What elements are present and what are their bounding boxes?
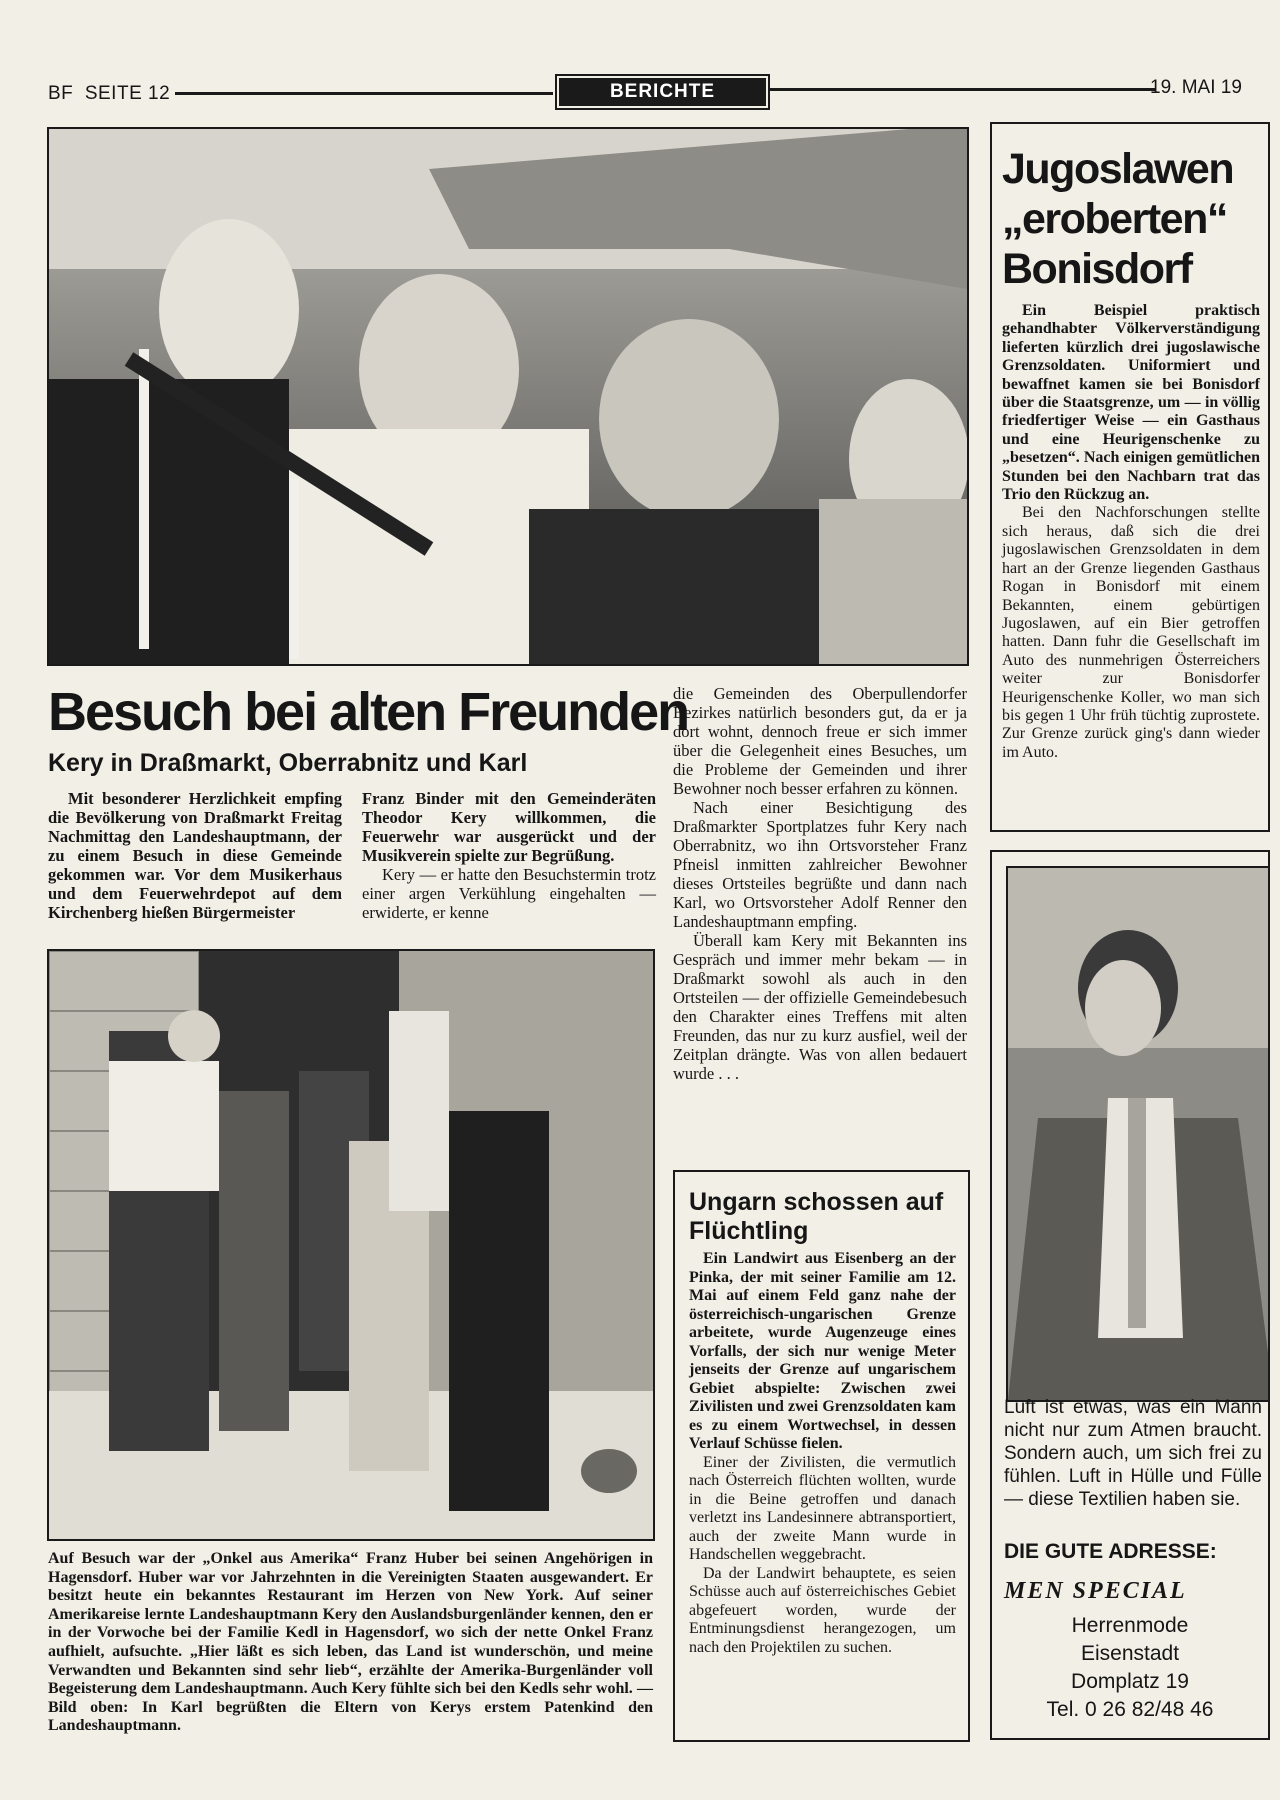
main-article-col3-p1: die Gemeinden des Oberpullendorfer Bezirkes natürlich besonders gut, da er ja dort wohnt, dennoch freue er sich immer über die Gelegenheit eines Besuches, um die Probleme der Gemeinden und ihrer Bewohner noch besser erfahren zu können. — [673, 684, 967, 798]
ad-line-3: Domplatz 19 — [1071, 1670, 1189, 1693]
article-box-ungarn — [673, 1170, 970, 1742]
section-label: BERICHTE — [555, 74, 770, 110]
page-label: BF SEITE 12 — [48, 83, 171, 104]
side-headline-3: Bonisdorf — [1002, 245, 1192, 293]
ad-photo-man-in-jacket — [1006, 866, 1270, 1402]
ad-brand-logo: MEN SPECIAL — [1004, 1578, 1187, 1604]
side-headline-1: Jugoslawen — [1002, 145, 1234, 193]
box-p1: Ein Landwirt aus Eisenberg an der Pinka, der mit seiner Familie am 12. Mai auf einem Feld ganz nahe der österreichisch-ungarischen Grenze arbeitete, wurde Augenzeuge eines Vorfalls, der sich nur wenige Meter jenseits der Grenze auf ungarischem Gebiet abspielte: Zwischen zwei Zivilisten und zwei Grenzsoldaten kam es zu einem Wortwechsel, in dessen Verlauf Schüsse fielen. — [689, 1250, 956, 1452]
main-article-col1: Mit besonderer Herzlichkeit empfing die Bevölkerung von Draßmarkt Freitag Nachmittag den Landeshauptmann, der zu einem Besuch in diese Gemeinde gekommen war. Vor dem Musikerhaus und dem Feuerwehrdepot auf dem Kirchenberg hießen Bürgermeister — [48, 789, 342, 922]
box-p2: Einer der Zivilisten, die vermutlich nach Österreich flüchten wollten, wurde in die Beine getroffen und danach verletzt ins Landesinnere abtransportiert, auch der zweite Mann wurde in Handschellen weggebracht. — [689, 1453, 956, 1563]
ad-text: Luft ist etwas, was ein Mann nicht nur zum Atmen braucht. Sondern auch, um sich frei zu fühlen. Luft in Hülle und Fülle — diese Textilien haben sie. — [1004, 1397, 1262, 1510]
header-rule-right — [770, 88, 1155, 91]
side-p1: Ein Beispiel praktisch gehandhabter Völkerverständigung lieferten kürzlich drei jugoslawische Grenzsoldaten. Uniformiert und bewaffnet kamen sie bei Bonisdorf über die Staatsgrenze, um — in völlig friedfertiger Weise — ein Gasthaus und eine Heurigenschenke zu „besetzen“. Nach einigen gemütlichen Stunden bei den Nachbarn trat das Trio den Rückzug an. — [1002, 302, 1260, 504]
side-headline-2: „eroberten“ — [1002, 195, 1227, 243]
ad-box-men-special — [990, 850, 1270, 1740]
article-box-jugoslawen — [990, 122, 1270, 832]
ad-line-4: Tel. 0 26 82/48 46 — [1046, 1698, 1214, 1721]
ad-line-2: Eisenstadt — [1080, 1642, 1180, 1665]
box-headline: Ungarn schossen auf Flüchtling — [689, 1188, 944, 1245]
main-article-col3-p3: Überall kam Kery mit Bekannten ins Gespräch und immer mehr bekam — in Draßmarkt sowohl als auch in den Ortsteilen — der offizielle Gemeindebesuch den Charakter eines Treffens mit alten Freunden, das nur zu kurz ausfiel, weil der Zeitplan drängte. Was von allen bedauert wurde . . . — [673, 931, 967, 1083]
main-article-col3-p2: Nach einer Besichtigung des Draßmarkter Sportplatzes fuhr Kery nach Oberrabnitz, wo ihn Ortsvorsteher Franz Pfneisl inmitten zahlreicher Bewohner dieses Ortsteiles begrüßte und dann nach Karl, wo Ortsvorsteher Adolf Renner den Landeshauptmann empfing. — [673, 798, 967, 931]
main-headline: Besuch bei alten Freunden — [48, 682, 689, 742]
ad-tagline: DIE GUTE ADRESSE: — [1004, 1540, 1217, 1563]
box-p3: Da der Landwirt behauptete, es seien Schüsse auch auf österreichisches Gebiet abgefeuert worden, wurde der Entminungsdienst herangezogen, um nach den Projektilen zu suchen. — [689, 1564, 956, 1656]
main-subheadline: Kery in Draßmarkt, Oberrabnitz und Karl — [48, 749, 528, 777]
ad-line-1: Herrenmode — [1071, 1614, 1189, 1637]
photo-caption: Auf Besuch war der „Onkel aus Amerika“ Franz Huber bei seinen Angehörigen in Hagensdorf. Huber war vor Jahrzehnten in die Vereinigten Staaten ausgewandert. Er besitzt heute ein bekanntes Restaurant im Herzen von New York. Auf seiner Amerikareise lernte Landeshauptmann Kery den Auslandsburgenländer kennen, den er in der Vorwoche bei der Familie Kedl in Hagensdorf, wo sich der nette Onkel Franz aufhielt, aufsuchte. „Hier läßt es sich leben, das Land ist wunderschön, und meine Verwandten und Bekannten sind sehr lieb“, erzählte der Amerika-Burgenländer voll Begeisterung dem Landeshauptmann. Auch Kery fühlte sich bei den Kedls sehr wohl. — Bild oben: In Karl begrüßten die Eltern von Kerys erstem Patenkind den Landeshauptmann. — [48, 1550, 653, 1735]
main-article-col3 — [673, 684, 967, 1083]
header-rule-left — [175, 92, 553, 95]
main-article-col2-p2: Kery — er hatte den Besuchstermin trotz einer argen Verkühlung eingehalten — erwiderte, er kenne — [362, 865, 656, 922]
photo-hagensdorf-family — [47, 949, 655, 1541]
main-article-col2 — [362, 789, 656, 922]
issue-date: 19. MAI 19 — [1150, 77, 1242, 98]
side-p2: Bei den Nachforschungen stellte sich heraus, daß sich die drei jugoslawischen Grenzsoldaten in dem hart an der Grenze liegenden Gasthaus Rogan in Bonisdorf mit einem Bekannten, einem gebürtigen Jugoslawen, auf ein Bier getroffen hatten. Dann fuhr die Gesellschaft im Auto des nunmehrigen Österreichers weiter zur Bonisdorfer Heurigenschenke Koller, wo man sich bis gegen 1 Uhr früh tüchtig zuprostete. Zur Grenze zurück ging's dann wieder im Auto. — [1002, 504, 1260, 761]
photo-karl-greeting — [47, 127, 969, 666]
main-article-col2-p1: Franz Binder mit den Gemeinderäten Theodor Kery willkommen, die Feuerwehr war ausgerückt und der Musikverein spielte zur Begrüßung. — [362, 789, 656, 865]
